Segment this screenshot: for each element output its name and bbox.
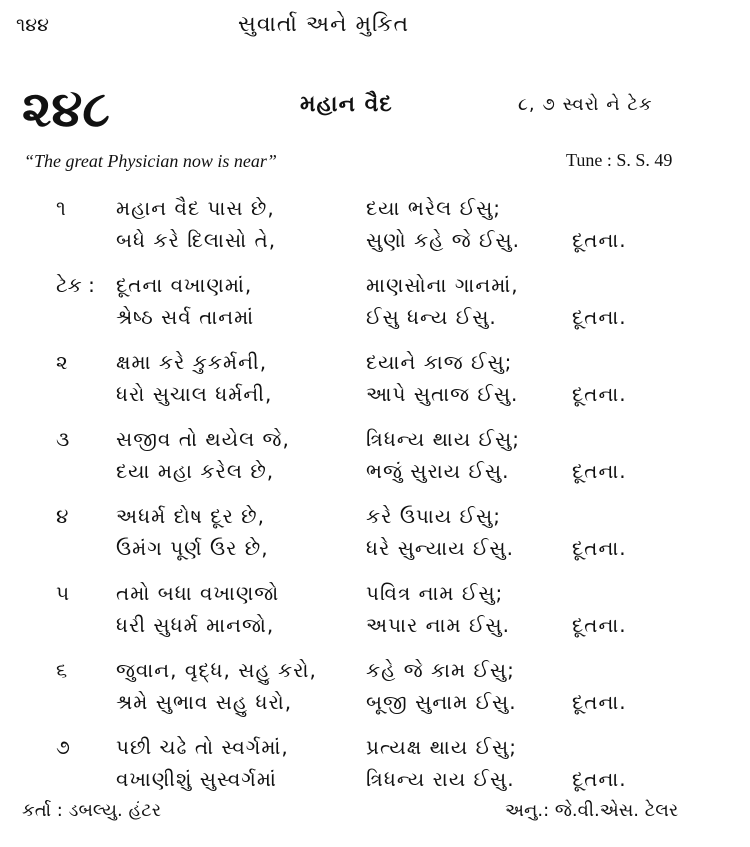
line-phrase: ક્ષમા કરે કુકર્મની, bbox=[116, 350, 268, 374]
stanza-1 bbox=[0, 196, 750, 273]
stanza-6 bbox=[0, 658, 750, 735]
refrain-reference: દૂતના. bbox=[572, 382, 627, 406]
stanza-number: ૭ bbox=[56, 735, 70, 759]
line-phrase: તમો બધા વખાણજો bbox=[116, 581, 280, 605]
hymn-number: ૨૪૮ bbox=[22, 80, 110, 138]
line-phrase: પવિત્ર નામ ઈસુ; bbox=[366, 581, 504, 605]
stanza-number: ૧ bbox=[56, 196, 66, 220]
refrain-reference: દૂતના. bbox=[572, 613, 627, 637]
line-phrase: ઉમંગ પૂર્ણ ઉર છે, bbox=[116, 536, 269, 560]
line-phrase: શ્રમે સુભાવ સહુ ધરો, bbox=[116, 690, 293, 714]
line-phrase: ત્રિધન્ય રાય ઈસુ. bbox=[366, 767, 515, 791]
line-phrase: પછી ચઢે તો સ્વર્ગમાં, bbox=[116, 735, 289, 759]
refrain-reference: દૂતના. bbox=[572, 536, 627, 560]
refrain-label: ટેક : bbox=[56, 273, 95, 297]
line-phrase: કરે ઉપાય ઈસુ; bbox=[366, 504, 501, 528]
stanza-number: ૨ bbox=[56, 350, 68, 374]
line-phrase: ધરો સુચાલ ધર્મની, bbox=[116, 382, 273, 406]
hymn-title: મહાન વૈદ bbox=[300, 92, 393, 117]
line-phrase: માણસોના ગાનમાં, bbox=[366, 273, 519, 297]
line-phrase: ભજું સુરાય ઈસુ. bbox=[366, 459, 510, 483]
tune-reference: Tune : S. S. 49 bbox=[566, 150, 673, 170]
line-phrase: બૂજી સુનામ ઈસુ. bbox=[366, 690, 517, 714]
refrain-reference: દૂતના. bbox=[572, 228, 627, 252]
stanza-2 bbox=[0, 350, 750, 427]
running-title: સુવાર્તા અને મુકિત bbox=[238, 12, 410, 37]
translator-credit: અનુ.: જે.વી.એસ. ટેલર bbox=[505, 800, 679, 821]
stanza-number: ૬ bbox=[56, 658, 68, 682]
stanza-number: ૪ bbox=[56, 504, 69, 528]
author-credit: કર્તા : ડબલ્યુ. હંટર bbox=[22, 800, 162, 821]
stanza-number: ૫ bbox=[56, 581, 70, 605]
line-phrase: પ્રત્યક્ષ થાય ઈસુ; bbox=[366, 735, 517, 759]
refrain-reference: દૂતના. bbox=[572, 767, 627, 791]
line-phrase: બધે કરે દિલાસો તે, bbox=[116, 228, 277, 252]
line-phrase: શ્રેષ્ઠ સર્વ તાનમાં bbox=[116, 305, 255, 329]
refrain-stanza bbox=[0, 273, 750, 350]
line-phrase: ત્રિધન્ય થાય ઈસુ; bbox=[366, 427, 520, 451]
line-phrase: સજીવ તો થયેલ જે, bbox=[116, 427, 290, 451]
stanza-4 bbox=[0, 504, 750, 581]
line-phrase: આપે સુતાજ ઈસુ. bbox=[366, 382, 519, 406]
refrain-reference: દૂતના. bbox=[572, 459, 627, 483]
hymn-verses bbox=[0, 196, 750, 812]
stanza-3 bbox=[0, 427, 750, 504]
line-phrase: દયાને કાજ ઈસુ; bbox=[366, 350, 513, 374]
line-phrase: દયા મહા કરેલ છે, bbox=[116, 459, 275, 483]
refrain-reference: દૂતના. bbox=[572, 690, 627, 714]
stanza-number: ૩ bbox=[56, 427, 70, 451]
stanza-5 bbox=[0, 581, 750, 658]
line-phrase: દૂતના વખાણમાં, bbox=[116, 273, 253, 297]
line-phrase: ઈસુ ધન્ય ઈસુ. bbox=[366, 305, 497, 329]
line-phrase: વખાણીશું સુસ્વર્ગમાં bbox=[116, 767, 277, 791]
hymn-meter: ૮, ૭ સ્વરો ને ટેક bbox=[518, 94, 653, 115]
refrain-reference: દૂતના. bbox=[572, 305, 627, 329]
page-number: ૧૪૪ bbox=[16, 14, 49, 36]
english-first-line: “The great Physician now is near” bbox=[24, 151, 277, 171]
line-phrase: જુવાન, વૃદ્ધ, સહુ કરો, bbox=[116, 658, 317, 682]
line-phrase: અધર્મ દોષ દૂર છે, bbox=[116, 504, 265, 528]
line-phrase: મહાન વૈદ પાસ છે, bbox=[116, 196, 275, 220]
line-phrase: ધરે સુન્યાય ઈસુ. bbox=[366, 536, 514, 560]
line-phrase: ધરી સુધર્મ માનજો, bbox=[116, 613, 275, 637]
line-phrase: અપાર નામ ઈસુ. bbox=[366, 613, 510, 637]
line-phrase: કહે જે કામ ઈસુ; bbox=[366, 658, 515, 682]
line-phrase: સુણો કહે જે ઈસુ. bbox=[366, 228, 520, 252]
line-phrase: દયા ભરેલ ઈસુ; bbox=[366, 196, 502, 220]
